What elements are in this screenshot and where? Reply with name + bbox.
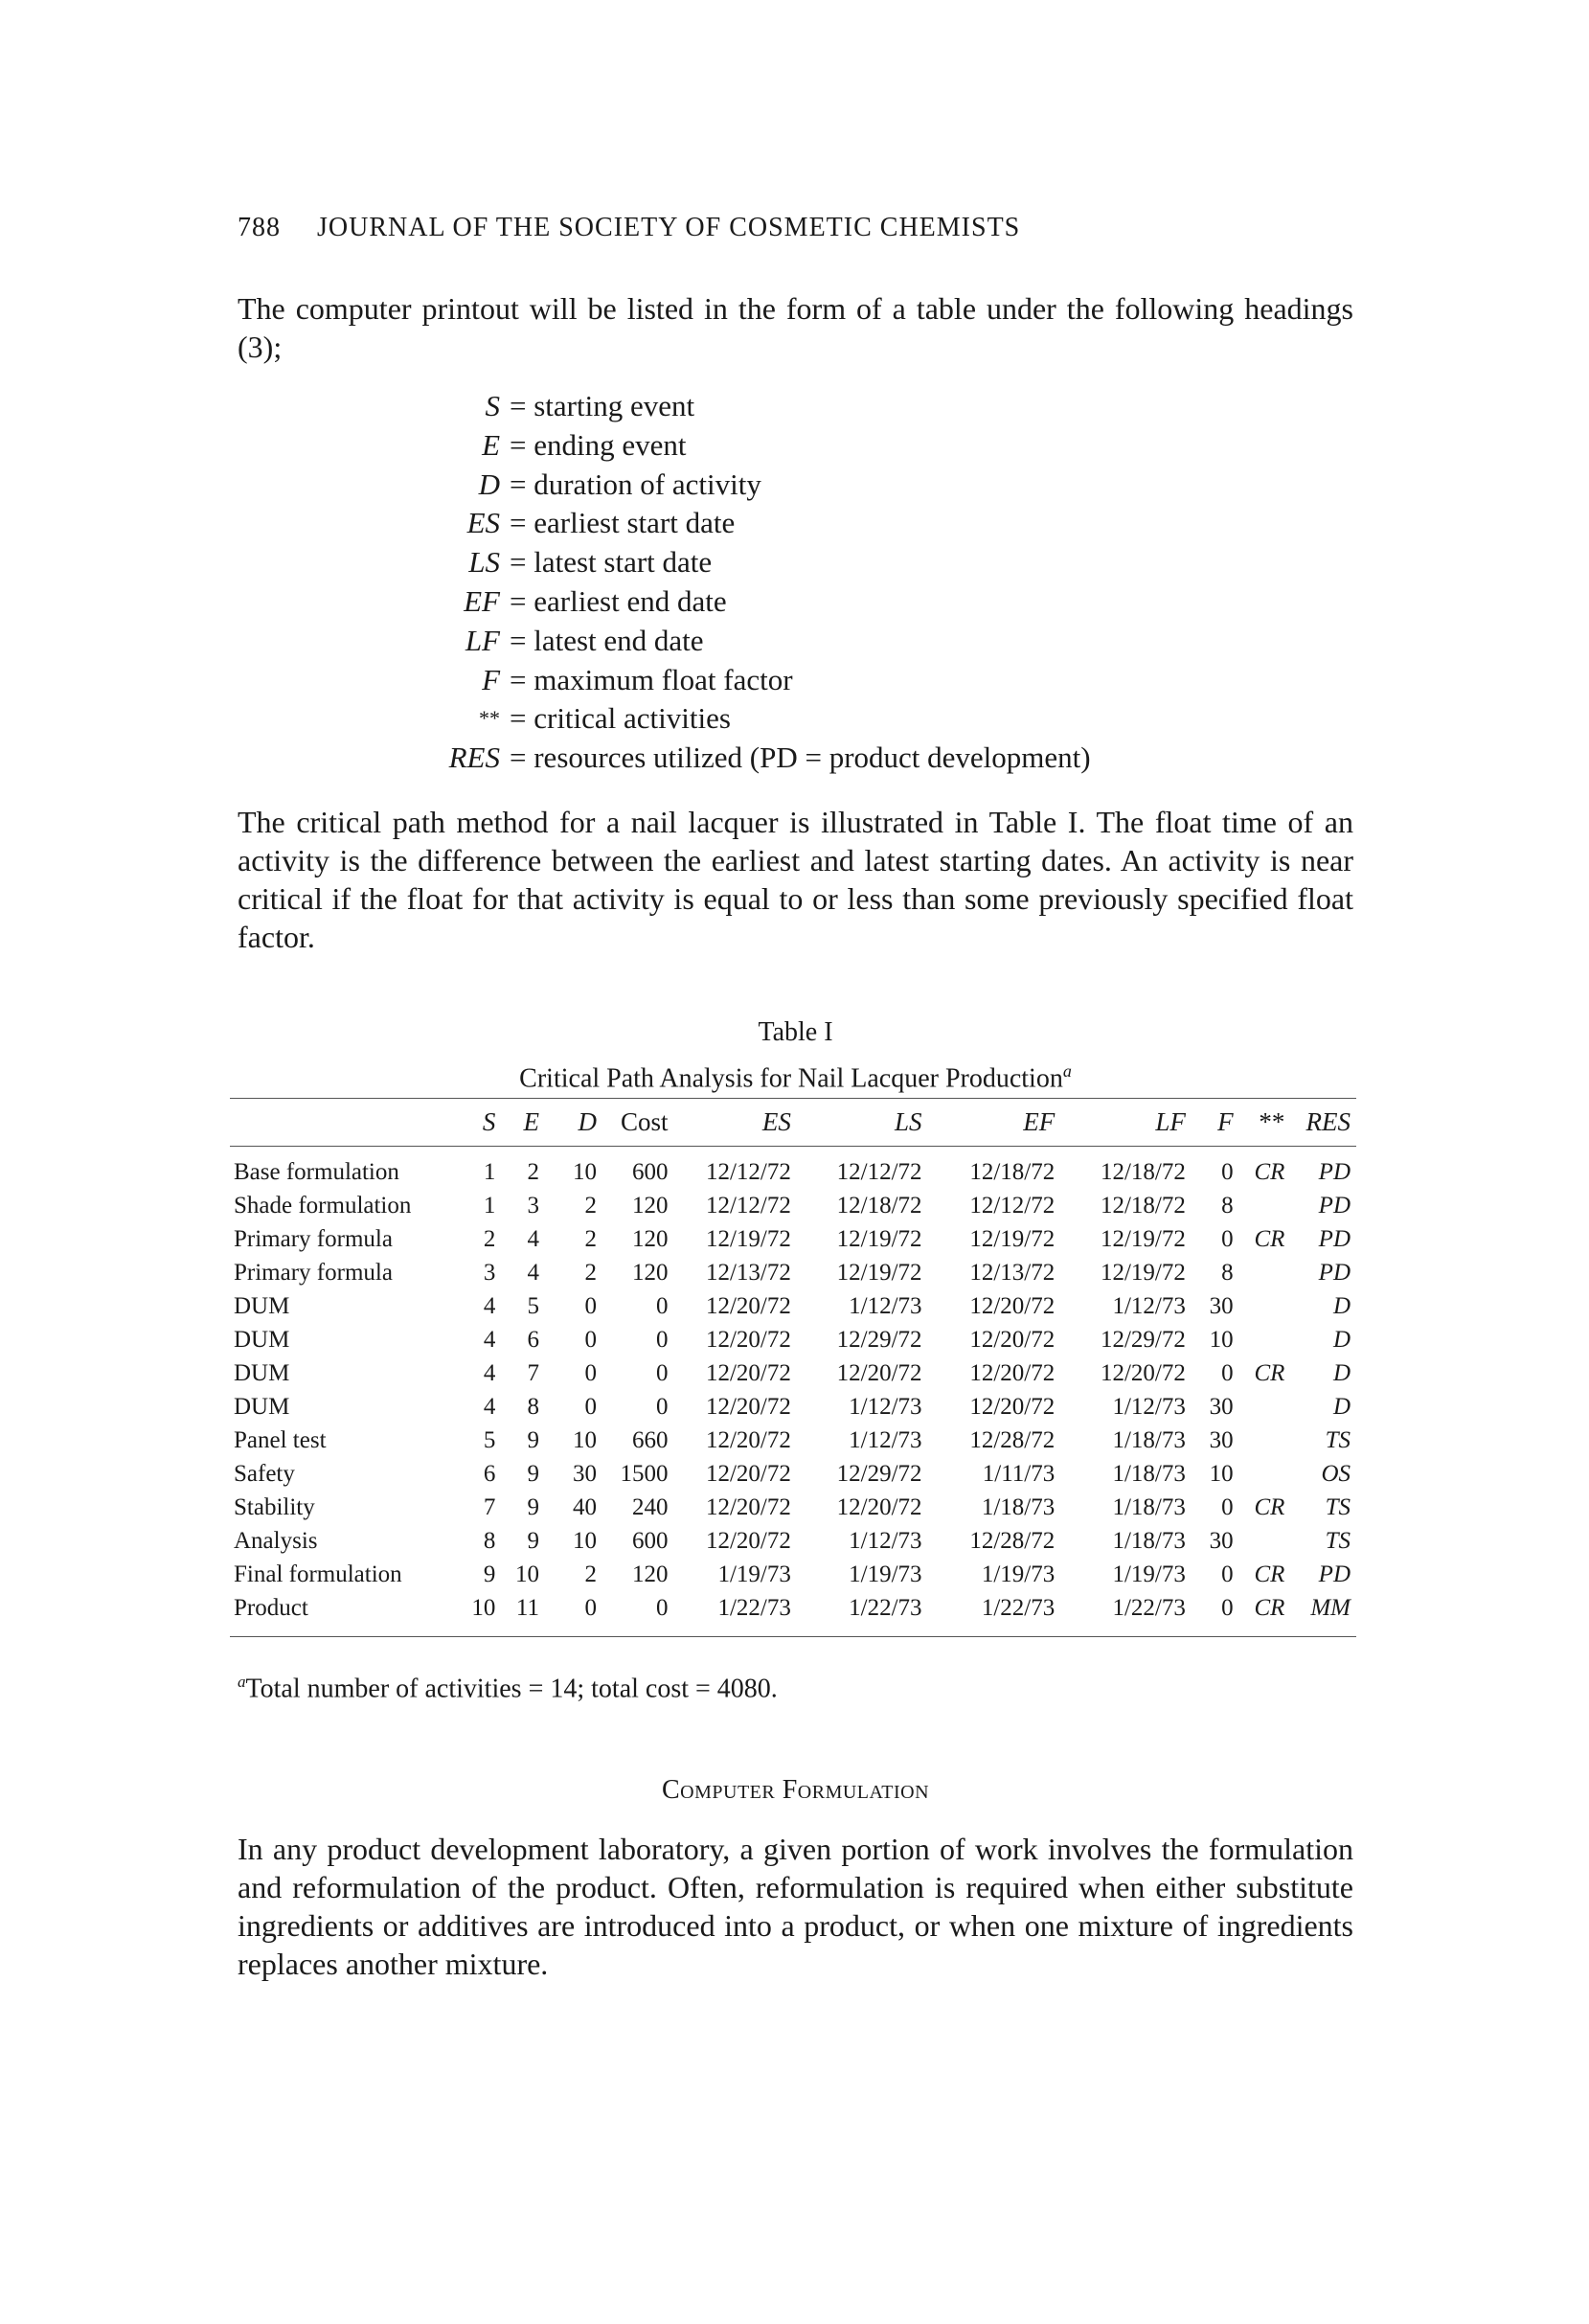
table-header-row	[230, 1098, 1356, 1146]
definition-text: = duration of activity	[510, 467, 761, 501]
cell-cost: 0	[656, 1292, 669, 1319]
footnote-text: Total number of activities = 14; total cost = 4080.	[245, 1674, 778, 1704]
cell-es: 12/20/72	[705, 1292, 791, 1319]
cell-res: PD	[1318, 1561, 1351, 1587]
cell-e: 9	[527, 1527, 539, 1554]
cell-s: 6	[483, 1460, 496, 1487]
definition-row	[364, 661, 1091, 700]
table-row	[230, 1390, 1356, 1424]
cell-res: D	[1332, 1326, 1351, 1353]
cell-e: 5	[527, 1292, 539, 1319]
cell-cost: 0	[656, 1594, 669, 1621]
definition-row	[364, 699, 1091, 739]
column-header-f: F	[1217, 1106, 1234, 1136]
cell-critical	[1234, 1289, 1285, 1323]
table-row	[230, 1222, 1356, 1256]
cell-activity: Primary formula	[234, 1259, 393, 1286]
cell-s: 1	[483, 1192, 496, 1219]
cell-f: 10	[1209, 1326, 1234, 1353]
definition-symbol: ES	[466, 506, 500, 540]
cell-d: 2	[584, 1192, 597, 1219]
cell-ls: 1/12/73	[849, 1292, 922, 1319]
column-header-s: S	[482, 1106, 496, 1136]
cell-res: TS	[1325, 1426, 1351, 1453]
cell-res: PD	[1318, 1192, 1351, 1219]
cell-cost: 120	[632, 1561, 669, 1587]
cell-lf: 1/18/73	[1112, 1426, 1186, 1453]
cell-d: 30	[573, 1460, 597, 1487]
table-row	[230, 1289, 1356, 1323]
column-header-ef: EF	[1023, 1106, 1056, 1136]
cell-lf: 12/18/72	[1100, 1158, 1186, 1185]
cell-d: 10	[573, 1426, 597, 1453]
definition-row	[364, 739, 1091, 778]
table-row	[230, 1256, 1356, 1289]
cell-res: TS	[1325, 1493, 1351, 1520]
cell-ls: 12/20/72	[836, 1493, 922, 1520]
cell-lf: 1/12/73	[1112, 1292, 1186, 1319]
cell-cost: 120	[632, 1259, 669, 1286]
cell-cost: 660	[632, 1426, 669, 1453]
cell-res: TS	[1325, 1527, 1351, 1554]
intro-paragraph: The computer printout will be listed in the form of a table under the following headings (3);	[238, 291, 1353, 364]
column-header-cost: Cost	[621, 1106, 669, 1136]
definition-row	[364, 387, 1091, 426]
definition-text: = critical activities	[510, 701, 731, 736]
definition-text: = starting event	[510, 389, 695, 422]
definition-row	[364, 426, 1091, 466]
cell-res: MM	[1310, 1594, 1351, 1621]
column-header-ls: LS	[895, 1106, 922, 1136]
cell-lf: 1/18/73	[1112, 1493, 1186, 1520]
cell-activity: Shade formulation	[234, 1192, 412, 1219]
definition-row	[364, 543, 1091, 582]
cell-d: 10	[573, 1527, 597, 1554]
definition-row	[364, 582, 1091, 622]
cell-critical: CR	[1254, 1225, 1285, 1252]
cell-lf: 1/22/73	[1112, 1594, 1186, 1621]
cell-ef: 12/20/72	[969, 1359, 1056, 1386]
cell-es: 12/12/72	[705, 1192, 791, 1219]
cell-d: 10	[573, 1158, 597, 1185]
cell-s: 1	[483, 1158, 496, 1185]
cell-critical	[1234, 1424, 1285, 1457]
cell-res: PD	[1318, 1158, 1351, 1185]
cell-cost: 240	[632, 1493, 669, 1520]
cell-critical	[1234, 1189, 1285, 1222]
cell-ls: 12/18/72	[836, 1192, 922, 1219]
table-title-text: Critical Path Analysis for Nail Lacquer Production	[519, 1063, 1063, 1094]
cell-ef: 12/20/72	[969, 1292, 1056, 1319]
footnote-mark: a	[238, 1673, 246, 1691]
table-row	[230, 1591, 1356, 1625]
cell-cost: 1500	[620, 1460, 669, 1487]
cell-e: 2	[527, 1158, 539, 1185]
definition-text: = latest start date	[510, 545, 713, 580]
cell-ef: 12/28/72	[969, 1527, 1056, 1554]
column-header-d: D	[578, 1106, 597, 1136]
cell-f: 0	[1221, 1359, 1234, 1386]
cell-f: 10	[1209, 1460, 1234, 1487]
cell-f: 30	[1209, 1426, 1234, 1453]
table-title	[238, 1052, 1353, 1098]
table-row	[230, 1424, 1356, 1457]
cell-ls: 1/12/73	[849, 1393, 922, 1420]
cell-ls: 1/22/73	[849, 1594, 922, 1621]
cell-d: 40	[573, 1493, 597, 1520]
definition-symbol: RES	[448, 740, 500, 775]
cell-f: 0	[1221, 1561, 1234, 1587]
cell-activity: Primary formula	[234, 1225, 393, 1252]
cell-f: 0	[1221, 1594, 1234, 1621]
definition-symbol: F	[482, 662, 500, 696]
cell-s: 5	[483, 1426, 496, 1453]
cell-res: OS	[1321, 1460, 1351, 1487]
cell-ef: 12/20/72	[969, 1393, 1056, 1420]
cell-ef: 1/11/73	[982, 1460, 1056, 1487]
cell-e: 9	[527, 1493, 539, 1520]
cell-f: 30	[1209, 1527, 1234, 1554]
cell-activity: Panel test	[234, 1426, 327, 1453]
cell-s: 3	[483, 1259, 496, 1286]
cell-d: 0	[584, 1292, 597, 1319]
cell-es: 1/22/73	[717, 1594, 791, 1621]
cell-s: 10	[471, 1594, 496, 1621]
cell-ls: 12/29/72	[836, 1460, 922, 1487]
cell-ls: 1/12/73	[849, 1527, 922, 1554]
cell-critical: CR	[1254, 1493, 1285, 1520]
cell-es: 12/20/72	[705, 1460, 791, 1487]
cell-d: 0	[584, 1393, 597, 1420]
column-header-critical: **	[1259, 1106, 1285, 1136]
definition-row	[364, 466, 1091, 505]
page-number: 788	[238, 213, 281, 242]
cell-activity: Stability	[234, 1493, 315, 1520]
cell-lf: 12/18/72	[1100, 1192, 1186, 1219]
definition-symbol: LF	[465, 623, 500, 657]
cell-d: 2	[584, 1225, 597, 1252]
cell-ls: 12/19/72	[836, 1259, 922, 1286]
cell-s: 8	[483, 1527, 496, 1554]
cell-f: 0	[1221, 1225, 1234, 1252]
cell-ef: 1/22/73	[981, 1594, 1056, 1621]
cell-critical: CR	[1254, 1359, 1285, 1386]
critical-path-paragraph: The critical path method for a nail lacquer is illustrated in Table I. The float time of an activity is the difference between the earliest and latest starting dates. An activity is near critical if the float for that activity is equal to or less than some previously specified float factor.	[238, 805, 1353, 954]
cell-e: 9	[527, 1426, 539, 1453]
cell-lf: 1/12/73	[1112, 1393, 1186, 1420]
table-number: Table I	[758, 1017, 833, 1047]
cell-ef: 12/12/72	[969, 1192, 1056, 1219]
cell-critical: CR	[1254, 1158, 1285, 1185]
cell-s: 7	[483, 1493, 496, 1520]
cell-cost: 120	[632, 1192, 669, 1219]
cell-lf: 1/18/73	[1112, 1460, 1186, 1487]
cell-es: 1/19/73	[717, 1561, 791, 1587]
cell-critical: CR	[1254, 1561, 1285, 1587]
cell-ef: 12/19/72	[969, 1225, 1056, 1252]
definition-text: = latest end date	[510, 623, 704, 657]
cell-activity: Base formulation	[234, 1158, 399, 1185]
cell-activity: DUM	[234, 1359, 290, 1386]
cell-activity: DUM	[234, 1326, 290, 1353]
cell-f: 30	[1209, 1393, 1234, 1420]
cell-ef: 1/18/73	[981, 1493, 1056, 1520]
section-heading: Computer Formulation	[661, 1775, 930, 1805]
cell-e: 9	[527, 1460, 539, 1487]
cell-res: PD	[1318, 1259, 1351, 1286]
cell-lf: 12/20/72	[1100, 1359, 1186, 1386]
table-note-mark: a	[1062, 1061, 1072, 1081]
cell-activity: Final formulation	[234, 1561, 402, 1587]
definition-text: = ending event	[510, 427, 687, 462]
table-bottom-rule	[230, 1636, 1356, 1637]
cell-d: 2	[584, 1259, 597, 1286]
cell-lf: 12/19/72	[1100, 1225, 1186, 1252]
cell-es: 12/13/72	[705, 1259, 791, 1286]
cell-ls: 12/20/72	[836, 1359, 922, 1386]
definition-symbol: S	[485, 389, 500, 422]
cell-activity: Product	[234, 1594, 308, 1621]
column-header-lf: LF	[1155, 1106, 1186, 1136]
cell-ef: 12/28/72	[969, 1426, 1056, 1453]
table-row	[230, 1558, 1356, 1591]
cell-res: D	[1332, 1292, 1351, 1319]
column-header-res: RES	[1305, 1106, 1351, 1136]
cell-activity: Safety	[234, 1460, 295, 1487]
cell-cost: 0	[656, 1359, 669, 1386]
table-footnote	[238, 1673, 778, 1704]
definition-text: = maximum float factor	[510, 662, 793, 696]
cell-critical	[1234, 1323, 1285, 1356]
cell-d: 0	[584, 1326, 597, 1353]
cell-d: 0	[584, 1359, 597, 1386]
cell-ls: 1/19/73	[849, 1561, 922, 1587]
cell-s: 9	[483, 1561, 496, 1587]
cell-s: 4	[483, 1393, 496, 1420]
table-body	[230, 1146, 1356, 1625]
cell-res: D	[1332, 1359, 1351, 1386]
cell-e: 4	[527, 1225, 539, 1252]
column-header-e: E	[523, 1106, 539, 1136]
cell-e: 3	[527, 1192, 539, 1219]
cell-cost: 600	[632, 1158, 669, 1185]
definition-row	[364, 622, 1091, 661]
cell-cost: 0	[656, 1326, 669, 1353]
cell-e: 8	[527, 1393, 539, 1420]
cell-cost: 600	[632, 1527, 669, 1554]
cell-ls: 12/12/72	[836, 1158, 922, 1185]
cell-activity: DUM	[234, 1393, 290, 1420]
cell-ef: 12/20/72	[969, 1326, 1056, 1353]
cell-s: 4	[483, 1326, 496, 1353]
definition-row	[364, 504, 1091, 543]
cell-activity: DUM	[234, 1292, 290, 1319]
cell-e: 4	[527, 1259, 539, 1286]
definition-symbol: D	[478, 467, 500, 501]
cell-cost: 120	[632, 1225, 669, 1252]
table-row	[230, 1457, 1356, 1491]
cell-critical: CR	[1254, 1594, 1285, 1621]
cell-s: 4	[483, 1292, 496, 1319]
cell-critical	[1234, 1457, 1285, 1491]
cell-critical	[1234, 1390, 1285, 1424]
cell-lf: 12/19/72	[1100, 1259, 1186, 1286]
cell-activity: Analysis	[234, 1527, 318, 1554]
critical-path-table	[230, 1098, 1356, 1625]
cell-s: 4	[483, 1359, 496, 1386]
cell-res: PD	[1318, 1225, 1351, 1252]
definition-symbol: EF	[464, 583, 500, 618]
cell-critical	[1234, 1256, 1285, 1289]
journal-title: JOURNAL OF THE SOCIETY OF COSMETIC CHEMISTS	[317, 213, 1021, 242]
cell-e: 10	[514, 1561, 539, 1587]
cell-e: 11	[515, 1594, 539, 1621]
cell-critical	[1234, 1524, 1285, 1558]
definition-symbol: E	[482, 427, 500, 462]
cell-es: 12/20/72	[705, 1326, 791, 1353]
cell-f: 0	[1221, 1158, 1234, 1185]
cell-res: D	[1332, 1393, 1351, 1420]
cell-ls: 1/12/73	[849, 1426, 922, 1453]
definition-text: = earliest end date	[510, 583, 727, 618]
cell-es: 12/12/72	[705, 1158, 791, 1185]
table-row	[230, 1524, 1356, 1558]
cell-f: 8	[1221, 1259, 1234, 1286]
cell-f: 0	[1221, 1493, 1234, 1520]
table-row	[230, 1356, 1356, 1390]
table-row	[230, 1146, 1356, 1189]
cell-e: 6	[527, 1326, 539, 1353]
cell-lf: 1/19/73	[1112, 1561, 1186, 1587]
cell-ls: 12/29/72	[836, 1326, 922, 1353]
column-header-activity	[230, 1098, 464, 1146]
cell-lf: 12/29/72	[1100, 1326, 1186, 1353]
cell-d: 2	[584, 1561, 597, 1587]
cell-f: 30	[1209, 1292, 1234, 1319]
cell-f: 8	[1221, 1192, 1234, 1219]
cell-es: 12/20/72	[705, 1426, 791, 1453]
cell-s: 2	[483, 1225, 496, 1252]
formulation-paragraph: In any product development laboratory, a given portion of work involves the formulation and reformulation of the product. Often, reformulation is required when either substitute ingredients or additives are introduced into a product, or when one mixture of ingredients replaces another mixture.	[238, 1832, 1353, 1981]
cell-ef: 12/13/72	[969, 1259, 1056, 1286]
definition-text: = earliest start date	[510, 506, 736, 540]
definition-text: = resources utilized (PD = product development)	[510, 740, 1091, 775]
heading-definitions	[364, 387, 1091, 778]
cell-e: 7	[527, 1359, 539, 1386]
cell-lf: 1/18/73	[1112, 1527, 1186, 1554]
definition-symbol: LS	[468, 545, 500, 580]
table-row	[230, 1323, 1356, 1356]
cell-es: 12/20/72	[705, 1359, 791, 1386]
cell-es: 12/20/72	[705, 1393, 791, 1420]
cell-es: 12/19/72	[705, 1225, 791, 1252]
column-header-es: ES	[761, 1106, 791, 1136]
table-row	[230, 1491, 1356, 1524]
cell-ef: 12/18/72	[969, 1158, 1056, 1185]
cell-ls: 12/19/72	[836, 1225, 922, 1252]
cell-es: 12/20/72	[705, 1493, 791, 1520]
running-head	[238, 213, 1020, 243]
cell-ef: 1/19/73	[981, 1561, 1056, 1587]
cell-d: 0	[584, 1594, 597, 1621]
cell-es: 12/20/72	[705, 1527, 791, 1554]
definition-symbol: **	[479, 706, 500, 731]
cell-cost: 0	[656, 1393, 669, 1420]
table-row	[230, 1189, 1356, 1222]
